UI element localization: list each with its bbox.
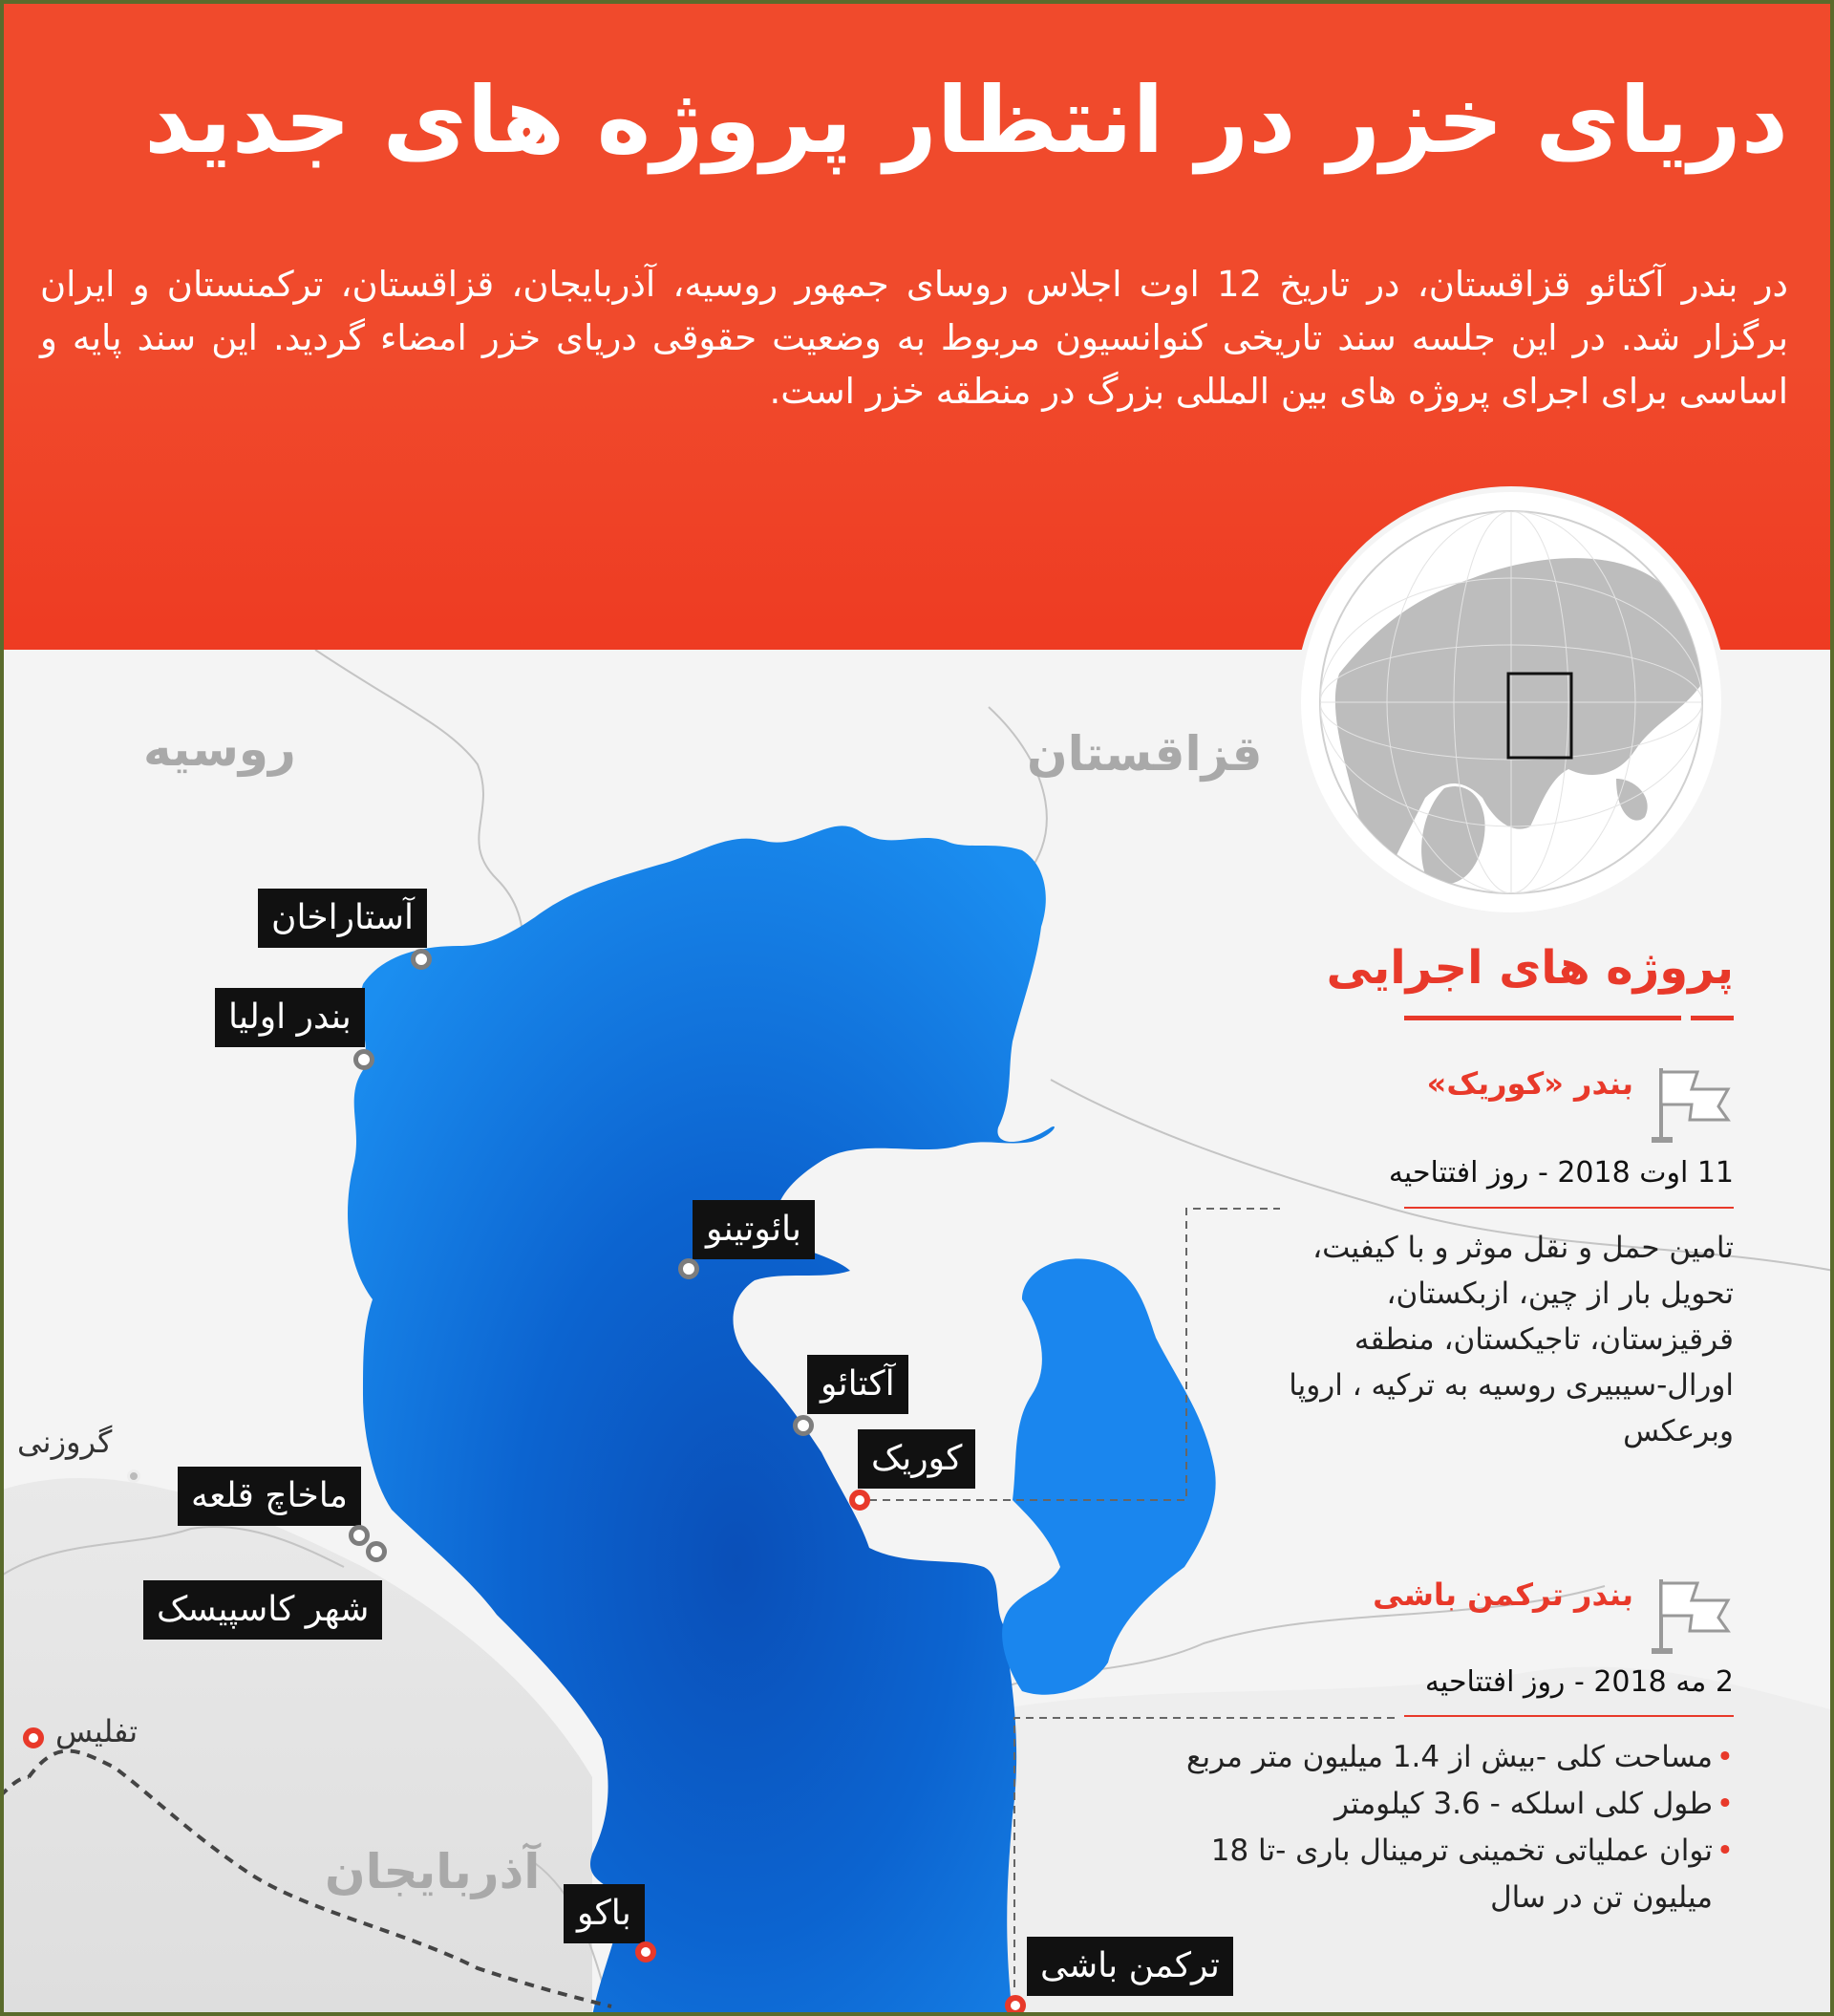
city-label-olya: بندر اولیا (215, 988, 365, 1047)
kuryk-description: تامین حمل و نقل موثر و با کیفیت، تحویل بار از چین، ازبکستان، قرقیزستان، تاجیکستان، منطقه اورال-سیبیری روسیه به ترکیه ، اروپا وبرعکس (1289, 1231, 1734, 1448)
heading-underline-short (1691, 1016, 1734, 1020)
city-label-astrakhan: آستاراخان (258, 889, 427, 948)
city-marker-baku (635, 1941, 656, 1962)
city-marker-grozny (127, 1469, 140, 1483)
heading-underline-long (1404, 1016, 1681, 1020)
city-label-aktau: آکتائو (807, 1355, 908, 1414)
city-marker-makhachkala (349, 1525, 370, 1546)
city-label-tbilisi: تفلیس (55, 1713, 139, 1749)
city-label-bautino: بائوتینو (693, 1200, 815, 1259)
turkmenbashi-rule (1404, 1715, 1734, 1717)
city-marker-olya (353, 1049, 374, 1070)
country-kazakhstan: قزاقستان (1027, 726, 1263, 782)
city-label-kuryk: کوریک (858, 1429, 975, 1489)
city-label-kaspiysk: شهر کاسپیسک (143, 1580, 382, 1640)
fact-pier-length: • طول کلی اسلکه - 3.6 کیلومتر (1161, 1781, 1734, 1828)
kuryk-date: 11 اوت 2018 - روز افتتاحیه (1388, 1156, 1734, 1190)
city-label-grozny: گروزنی (17, 1424, 113, 1460)
city-marker-kaspiysk (366, 1541, 387, 1562)
fact-area: • مساحت کلی -بیش از 1.4 میلیون متر مربع (1161, 1734, 1734, 1781)
city-label-turkmenbashi: ترکمن باشی (1027, 1937, 1233, 1996)
intro-paragraph: در بندر آکتائو قزاقستان، در تاریخ 12 اوت اجلاس روسای جمهور روسیه، آذربایجان، قزاقستان، ترکمنستان و ایران برگزار شد. در این جلسه سند تاریخی کنوانسیون مربوط به وضعیت حقوقی دریای خزر امضاء گردید. این سند پایه و اساسی برای اجرای پروژه های بین المللی بزرگ در منطقه خزر است. (40, 264, 1788, 412)
city-marker-kuryk (849, 1490, 870, 1511)
turkmenbashi-facts (1161, 1734, 1734, 1921)
turkmenbashi-port-title: بندر ترکمن باشی (1373, 1576, 1633, 1613)
country-russia: روسیه (143, 721, 296, 777)
fact-capacity: • توان عملیاتی تخمینی ترمینال باری -تا 18 میلیون تن در سال (1161, 1828, 1734, 1921)
page-title: دریای خزر در انتظار پروژه های جدید (144, 67, 1788, 174)
city-label-makhachkala: ماخاچ قلعه (178, 1467, 361, 1526)
kuryk-rule (1404, 1207, 1734, 1209)
globe-drawing (1301, 492, 1721, 912)
turkmenbashi-date: 2 مه 2018 - روز افتتاحیه (1424, 1665, 1734, 1699)
city-label-baku: باکو (564, 1884, 645, 1943)
city-marker-astrakhan (411, 949, 432, 970)
globe-icon (1301, 492, 1721, 912)
flag-icon (1648, 1572, 1736, 1660)
projects-heading: پروژه های اجرایی (1326, 941, 1734, 995)
city-marker-tbilisi (23, 1727, 44, 1748)
city-marker-bautino (678, 1258, 699, 1279)
city-marker-aktau (793, 1415, 814, 1436)
garabogaz-bay (1002, 1258, 1216, 1694)
country-azerbaijan: آذربایجان (325, 1844, 541, 1899)
flag-icon (1648, 1061, 1736, 1148)
kuryk-port-title: بندر «کوریک» (1426, 1065, 1633, 1102)
city-marker-turkmenbashi (1005, 1995, 1026, 2016)
